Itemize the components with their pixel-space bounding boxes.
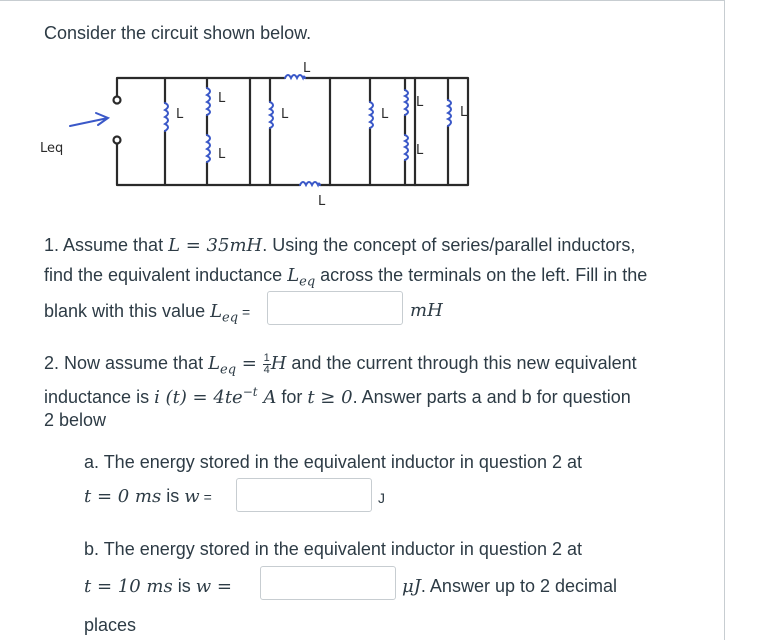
inductor-label: L: [318, 194, 326, 209]
inductor-5: [285, 75, 305, 78]
qb-line1: b. The energy stored in the equivalent inductor in question 2 at: [84, 539, 582, 559]
terminal-bottom: [114, 137, 121, 144]
qb-line3: places: [84, 615, 137, 635]
qb-answer-input[interactable]: [260, 566, 396, 600]
intro-text: Consider the circuit shown below.: [44, 23, 312, 43]
inductor-label: L: [218, 147, 226, 162]
q1-answer-input[interactable]: [267, 291, 403, 325]
q1-line3: blank with this value $L_{eq}$ =: [44, 301, 251, 326]
q1-unit: mH: [410, 300, 443, 321]
inductor-label: L: [460, 105, 468, 120]
q2-line1: 2. Now assume that $L_{eq}$ = $\frac{1}{4}$ H and the current through this new equivalent: [44, 351, 637, 378]
qa-unit: J: [378, 490, 385, 506]
qa-answer-input[interactable]: [236, 478, 372, 512]
q2-line3: 2 below: [44, 410, 107, 430]
inductor-label: L: [176, 107, 184, 122]
inductor-label: L: [416, 143, 424, 158]
qa-line1: a. The energy stored in the equivalent inductor in question 2 at: [84, 452, 582, 472]
inductor-8: [405, 90, 408, 115]
q1-math-L: L = 35mH: [168, 235, 263, 256]
inductor-10: [448, 100, 451, 126]
q1-line2: find the equivalent inductance $L_{eq}$ across the terminals on the left. Fill in the: [44, 265, 648, 290]
inductor-4: [270, 102, 273, 128]
qb-line2: t = 10 ms is w =: [84, 576, 232, 597]
qb-unit-line: μJ. Answer up to 2 decimal: [402, 576, 618, 597]
inductor-1: [165, 103, 168, 131]
terminal-label: Leq: [40, 141, 64, 156]
inductor-label: L: [381, 107, 389, 122]
inductor-6: [300, 182, 320, 185]
inductor-9: [405, 135, 408, 160]
qb-unit: μJ: [402, 576, 421, 597]
inductor-7: [370, 102, 373, 128]
fraction: $\frac{1}{4}$: [263, 351, 270, 376]
inductor-2: [207, 88, 210, 115]
q1-line1: 1. Assume that L = 35mH. Using the concept of series/parallel inductors,: [44, 235, 636, 256]
inductor-3: [207, 135, 210, 162]
qa-line2: t = 0 ms is w =: [84, 486, 212, 507]
inductor-label: L: [416, 95, 424, 110]
inductor-label: L: [303, 61, 311, 76]
q2-line2: inductance is i $(t) = 4te^{-t}$ A for t ≥ 0. Answer parts a and b for question: [44, 385, 631, 408]
inductor-label: L: [281, 107, 289, 122]
arrow-icon: [70, 113, 108, 126]
inductor-label: L: [218, 91, 226, 106]
terminal-top: [114, 97, 121, 104]
